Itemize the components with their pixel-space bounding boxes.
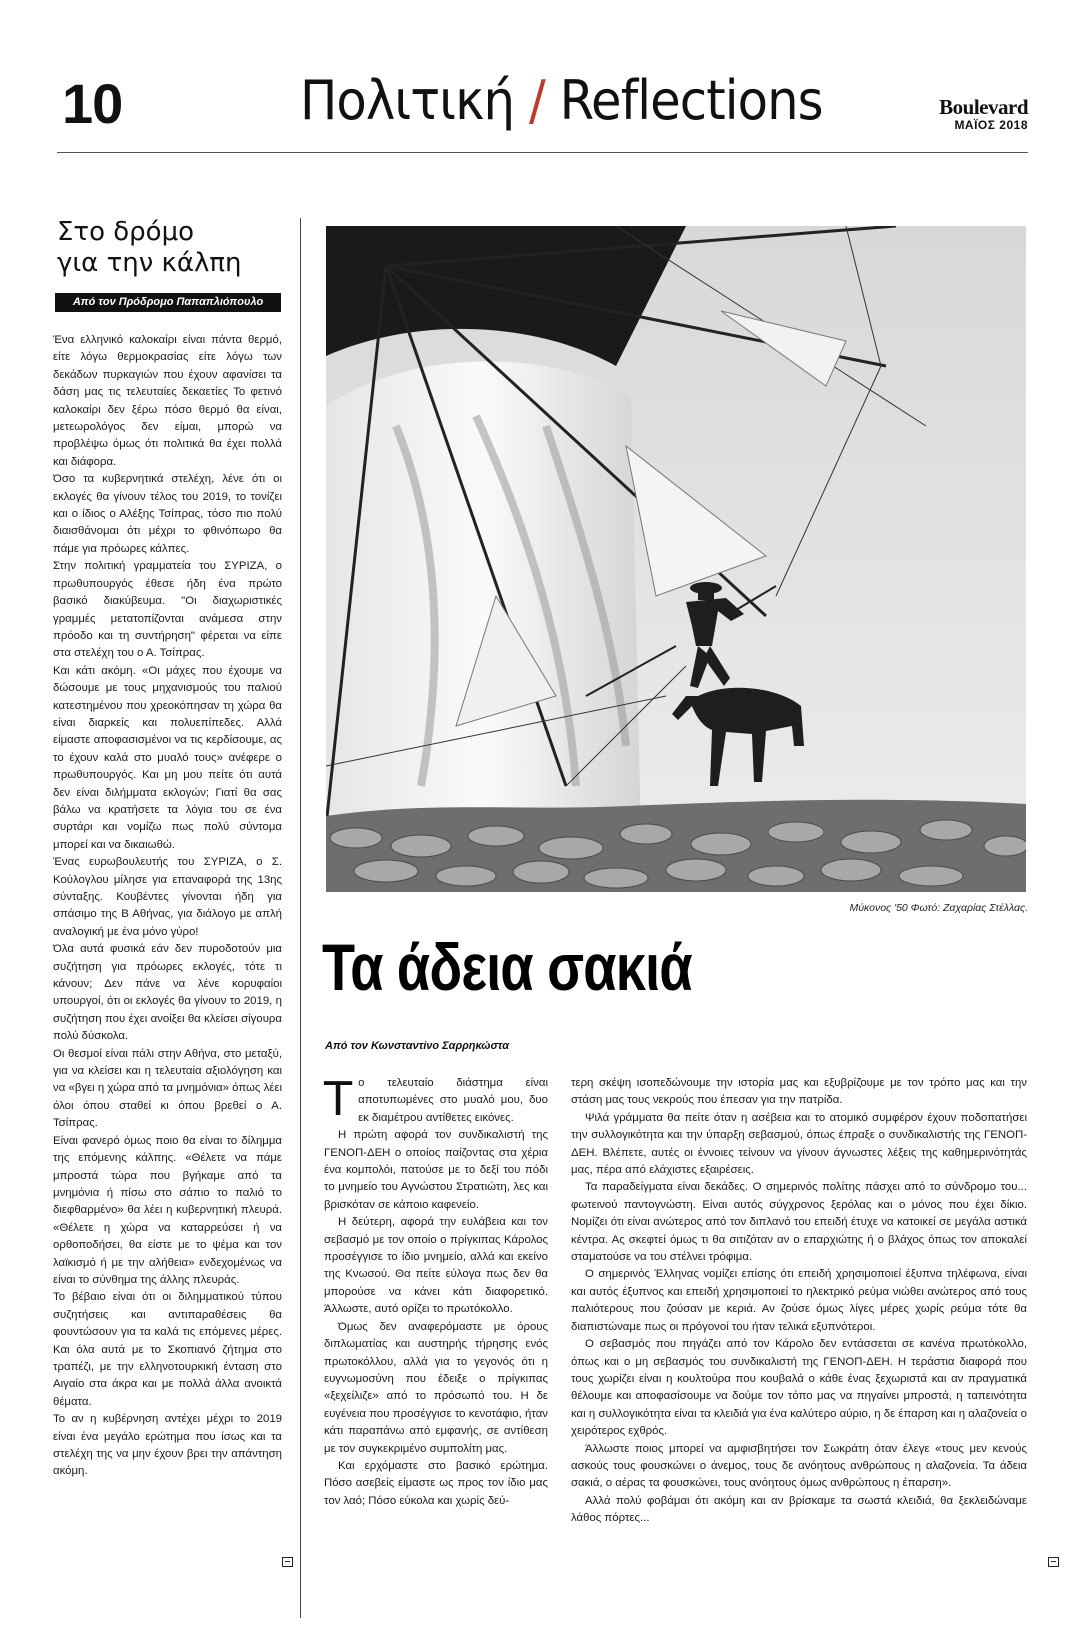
brand-name: Boulevard: [939, 95, 1028, 119]
windmill-photo: [326, 226, 1026, 892]
section-title: [300, 69, 823, 132]
photo-caption: Μύκονος '50 Φωτό: Ζαχαρίας Στέλλας.: [849, 902, 1028, 914]
section-slash: /: [528, 69, 545, 132]
sidebar-title-line2: για την κάλπη: [57, 248, 242, 278]
article-paragraph-text: ο τελευταίο διάστημα είναι αποτυπωμένες στο μυαλό μου, δυο εκ διαμέτρου αντίθετες εικόνες.: [358, 1077, 548, 1124]
sidebar-paragraph: Στην πολιτική γραμματεία του ΣΥΡΙΖΑ, ο πρωθυπουργός έθεσε ήδη ένα πρώτο βασικό διακύβευμα. "Οι διαχωριστικές γραμμές μετατοπίζονται ανάμεσα στην πρόοδο και τη συντήρηση" φέρεται να είπε στα στελέχη του ο Α. Τσίπρας.: [53, 560, 282, 660]
sidebar-paragraph: Όσο τα κυβερνητικά στελέχη, λένε ότι οι εκλογές θα γίνουν τέλος του 2019, το τονίζει και ο ίδιος ο Αλέξης Τσίπρας, τόσο πιο πολύ διαισθάνομαι ότι μέχρι το φθινόπωρο θα πάμε για πρόωρες κάλπες.: [53, 473, 282, 555]
sidebar-byline: Από τον Πρόδρομο Παπαπλιόπουλο: [55, 293, 281, 312]
article-paragraph: Η πρώτη αφορά τον συνδικαλιστή της ΓΕΝΟΠ-ΔΕΗ ο οποίος παίζοντας στα χέρια ένα κομπολόι, πατούσε με το δεξί του πόδι το μνημείο του Αγνώστου Στρατιώτη, λες και βρισκόταν σε κάποιο καφενείο.: [324, 1129, 548, 1211]
sidebar-paragraph: Οι θεσμοί είναι πάλι στην Αθήνα, στο μεταξύ, για να κλείσει και η τελευταία αξιολόγηση και να «βγει η χώρα από τα μνημόνια» όπως λέει όλοι όπου σταθεί κι όπου βρεθεί ο Α. Τσίπρας.: [53, 1047, 282, 1130]
article-paragraph: Ο σημερινός Έλληνας νομίζει επίσης ότι επειδή χρησιμοποιεί έξυπνα τηλέφωνα, είναι και αυτός έξυπνος και επειδή χρησιμοποιεί το ηλεκτρικό ρεύμα νιώθει ανώτερος από τους παλιότερους που ζούσαν με κεριά. Αν ζούσε όμως λίγες μέρες χωρίς ρεύμα τότε θα διαπιστώναμε πως οι πρόγονοί του ήταν τελικά εξυπνότεροι.: [571, 1268, 1027, 1333]
article-paragraph: [324, 1072, 548, 1127]
sidebar-paragraph: Το αν η κυβέρνηση αντέχει μέχρι το 2019 είναι ένα μεγάλο ερώτημα που ίσως και τα στελέχη της να μην έχουν βρει την απάντηση ακόμη.: [53, 1413, 282, 1478]
article-paragraph: τερη σκέψη ισοπεδώνουμε την ιστορία μας και εξυβρίζουμε με τον τρόπο μας και την στάση μας τους νεκρούς που έπεσαν για την πατρίδα.: [571, 1077, 1027, 1107]
sidebar-paragraph: Το βέβαιο είναι ότι οι διλημματικού τύπου συζητήσεις και αντιπαραθέσεις θα φουντώσουν για τα καλά τις επόμενες μέρες. Και όλα αυτά με το Σκοπιανό ζήτημα στο τραπέζι, με την ελληνοτουρκική ένταση στο Αιγαίο στα άκρα και με πολλά άλλα ανοικτά θέματα.: [53, 1291, 282, 1408]
page-number: 10: [62, 72, 123, 135]
end-mark-icon: [282, 1557, 293, 1567]
article-headline: Τα άδεια σακιά: [322, 930, 692, 1004]
article-paragraph: Όμως δεν αναφερόμαστε με όρους διπλωματίας και αυστηρής τήρησης ενός πρωτοκόλλου, αλλά για το γεγονός ότι η ευγνωμοσύνη που έδειξε ο πρίγκιπας «ξεχείλιζε» από το πρόσωπό του. Η δε ευγένεια που προσέγγισε το κενοτάφιο, ήταν κάτι παραπάνω από εμφανής, σε αντίθεση με τον συγκεκριμένο συμπολίτη μας.: [324, 1320, 548, 1455]
article-column-1: [324, 1072, 548, 1510]
article-column-2: [571, 1075, 1027, 1528]
header-rule: [57, 152, 1028, 153]
article-paragraph: Ο σεβασμός που πηγάζει από τον Κάρολο δεν εντάσσεται σε κανένα πρωτόκολλο, όπως και ο μη σεβασμός του συνδικαλιστή της ΓΕΝΟΠ-ΔΕΗ. Η τεράστια διαφορά που τους χωρίζει είναι η κουλτούρα που κουβαλά ο κάθε ένας ξεχωριστά και αν πραγματικά θέλουμε και αποφασίσουμε να δούμε τον τόπο μας να πηγαίνει μπροστά, η ταπεινότητα και η συλλογικότητα είναι τα κλειδιά για ένα καλύτερο αύριο, η δε έπαρση και η αλαζονεία ο χειρότερος εχθρός.: [571, 1338, 1027, 1438]
article-paragraph: Ψιλά γράμματα θα πείτε όταν η ασέβεια και το ατομικό συμφέρον έχουν ποδοπατήσει την συλλογικότητα και την ύπαρξη σεβασμού, όπως έπραξε ο συνδικαλιστής της ΓΕΝΟΠ-ΔΕΗ. Βλέπετε, αυτές οι έννοιες τείνουν να γίνουν άγνωστες λέξεις της καθημερινότητάς μας, πέρα από ελάχιστες εξαιρέσεις.: [571, 1111, 1027, 1177]
column-rule: [300, 218, 301, 1618]
article-byline: Από τον Κωνσταντίνο Σαρρηκώστα: [325, 1040, 510, 1052]
sidebar-title-line1: Στο δρόμο: [57, 217, 195, 247]
article-paragraph: Άλλωστε ποιος μπορεί να αμφισβητήσει τον Σωκράτη όταν έλεγε «τους μεν κενούς ασκούς τους φουσκώνει ο άνεμος, τους δε ανόητους ανθρώπους η αλαζονεία. Τα άδεια σακιά, ο αέρας τα φουσκώνει, τους ανόητους όμως ανθρώπους η έπαρση».: [571, 1442, 1027, 1490]
section-reflections: Reflections: [559, 69, 823, 132]
drop-cap: Τ: [324, 1072, 353, 1126]
sidebar-paragraph: Ένας ευρωβουλευτής του ΣΥΡΙΖΑ, ο Σ. Κούλογλου μίλησε για επαναφορά της 13ης σύνταξης. Κουβέντες γίνονται ήδη για σπάσιμο της Β Αθήνας, για διάλογο με απλή αναλογική με ένα μόνο γύρο!: [53, 856, 282, 938]
issue-date: ΜΑΪΟΣ 2018: [954, 118, 1028, 132]
article-paragraph: Τα παραδείγματα είναι δεκάδες. Ο σημερινός πολίτης πάσχει από το σύνδρομο του... φωτεινού παντογνώστη. Είναι αυτός σύγχρονος ξερόλας και ο μόνος που έχει δίκιο. Νομίζει ότι είναι ανώτερος από τον διπλανό του επειδή έτυχε να κατοικεί σε μεγάλα αστικά κέντρα. Ας σκεφτεί όμως τι θα σιτιζόταν αν ο επαρχιώτης ή ο βλάχος όπως τον αποκαλεί σταματούσε να του στέλνει τρόφιμα.: [571, 1181, 1027, 1264]
brand-block: [939, 97, 1028, 132]
end-mark-icon: [1048, 1557, 1059, 1567]
sidebar-paragraph: Ένα ελληνικό καλοκαίρι είναι πάντα θερμό, είτε λόγω θερμοκρασίας είτε λόγω των δεκάδων πυρκαγιών που έχουν αφανίσει τα δάση μας τις τελευταίες δεκαετίες Το φετινό καλοκαίρι δεν ξέρω πόσο θερμό θα είναι, μετεωρολόγος δεν είμαι, μπορώ να προβλέψω όμως ότι πολιτικά θα έχει πολλά και διάφορα.: [53, 334, 282, 468]
sidebar-paragraph: Είναι φανερό όμως ποιο θα είναι το δίλημμα της επόμενης κάλπης. «Θέλετε να πάμε μπροστά τώρα που βγήκαμε από τα μνημόνια ή πίσω στο σάπιο το παλιό το διεφθαρμένο» θα λέει η κυβερνητική πλευρά. «Θέλετε η χώρα να καταρρεύσει ή να ορθοποδήσει, θα είστε με το ψέμα και τον λαϊκισμό ή με την αλήθεια» ενδεχομένως να είναι το σύνθημα της άλλης πλευράς.: [53, 1134, 282, 1286]
article-paragraph: Και ερχόμαστε στο βασικό ερώτημα. Πόσο ασεβείς είμαστε ως προς τον ίδιο μας τον λαό; Πόσο εύκολα και χωρίς δεύ-: [324, 1459, 548, 1507]
sidebar-title: [57, 217, 287, 279]
article-paragraph: Αλλά πολύ φοβάμαι ότι ακόμη και αν βρίσκαμε τα σωστά κλειδιά, θα ξεκλειδώναμε λάθος πόρτες...: [571, 1494, 1027, 1525]
sidebar-paragraph: Όλα αυτά φυσικά εάν δεν πυροδοτούν μια συζήτηση για πρόωρες εκλογές, τότε τι κάνουν; Δεν πάνε να λένε κορυφαίοι υπουργοί, ότι οι εκλογές θα γίνουν το 2019, η συζήτηση που έχει ανοίξει θα κλείσει σίγουρα πολύ δύσκολα.: [53, 943, 282, 1043]
article-paragraph: Η δεύτερη, αφορά την ευλάβεια και τον σεβασμό με τον οποίο ο πρίγκιπας Κάρολος προσέγγισε το ίδιο μνημείο, αλλά και εκείνο της Κνωσού. Θα πείτε εύλογα πως δεν θα μπορούσε να κάνει κάτι διαφορετικό. Άλλωστε, αυτό ορίζει το πρωτόκολλο.: [324, 1216, 548, 1316]
sidebar-body: [53, 332, 282, 1481]
section-politiki: Πολιτική: [300, 69, 515, 132]
sidebar-paragraph: Και κάτι ακόμη. «Οι μάχες που έχουμε να δώσουμε με τους μηχανισμούς του παλιού κατεστημένου που χρεοκόπησαν τη χώρα θα είναι διαρκείς και πολυεπίπεδες. Αλλά είμαστε αποφασισμένοι να τις κερδίσουμε, ας το έχουν καλά στο μυαλό τους» ανέφερε ο πρωθυπουργός. Και μη μου πείτε ότι αυτά δεν είναι διλήμματα εκλογών; Γιατί θα σας βάλω να κρατήσετε τα λόγια του σε ένα συρτάρι και νομίζω πως πολύ σύντομα μπορεί και να δικαιωθώ.: [53, 664, 282, 851]
